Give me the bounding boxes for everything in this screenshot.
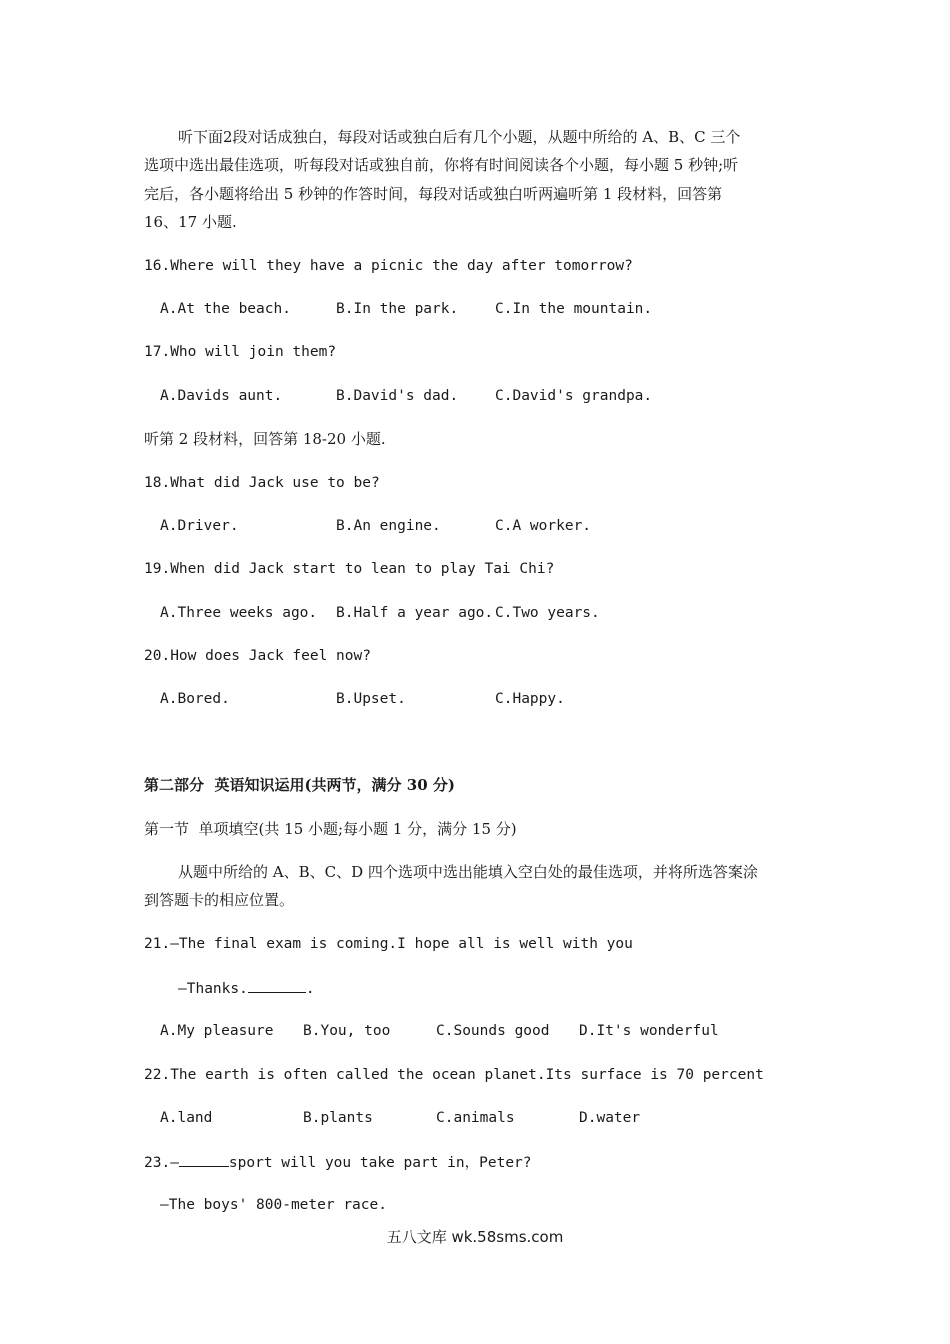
option-a: A.Davids aunt. xyxy=(160,388,283,404)
question-21-options xyxy=(160,1021,860,1041)
question-23-stem xyxy=(144,1152,532,1173)
option-b: B.In the park. xyxy=(336,301,459,317)
question-17-stem: 17.Who will join them? xyxy=(144,344,337,360)
question-18-options xyxy=(160,516,860,536)
option-a: A.Driver. xyxy=(160,518,239,534)
part-2-subheading: 第一节 单项填空(共 15 小题;每小题 1 分，满分 15 分) xyxy=(144,820,517,838)
option-a: A.Bored. xyxy=(160,691,230,707)
question-20-options xyxy=(160,689,860,709)
question-23-reply: —The boys' 800-meter race. xyxy=(160,1197,387,1213)
reply-prefix: —Thanks. xyxy=(178,981,248,997)
question-22-stem: 22.The earth is often called the ocean planet.Its surface is 70 percent xyxy=(144,1067,764,1083)
part-2-heading: 第二部分 英语知识运用(共两节，满分 30 分) xyxy=(144,776,455,794)
page-footer: 五八文库 wk.58sms.com xyxy=(386,1228,564,1246)
option-b: B.An engine. xyxy=(336,518,441,534)
option-c: C.Sounds good xyxy=(436,1023,550,1039)
option-b: B.Upset. xyxy=(336,691,406,707)
question-20-stem: 20.How does Jack feel now? xyxy=(144,648,371,664)
option-c: C.Two years. xyxy=(495,605,600,621)
reply-suffix: . xyxy=(305,981,315,997)
question-21-stem: 21.—The final exam is coming.I hope all is well with you xyxy=(144,936,633,952)
intro-line-3: 完后，各小题将给出 5 秒钟的作答时间，每段对话或独白听两遍听第 1 段材料，回答第 xyxy=(144,185,723,203)
option-c: C.A worker. xyxy=(495,518,592,534)
option-a: A.Three weeks ago. xyxy=(160,605,318,621)
option-b: B.You, too xyxy=(303,1023,391,1039)
question-18-stem: 18.What did Jack use to be? xyxy=(144,475,380,491)
question-19-options xyxy=(160,603,860,623)
part-2-instruction-line-1: 从题中所给的 A、B、C、D 四个选项中选出能填入空白处的最佳选项，并将所选答案涂 xyxy=(178,863,758,881)
question-16-options xyxy=(160,299,860,319)
question-21-reply xyxy=(178,978,315,999)
question-22-options xyxy=(160,1108,860,1128)
option-a: A.My pleasure xyxy=(160,1023,274,1039)
intro-line-2: 选项中选出最佳选项，听每段对话或独自前，你将有时间阅读各个小题，每小题 5 秒钟;听 xyxy=(144,156,739,174)
option-b: B.plants xyxy=(303,1110,373,1126)
option-d: D.water xyxy=(579,1110,641,1126)
question-19-stem: 19.When did Jack start to lean to play Tai Chi? xyxy=(144,561,555,577)
intro-line-1: 听下面2段对话成独白，每段对话或独白后有几个小题，从题中所给的 A、B、C 三个 xyxy=(178,128,741,146)
option-c: C.animals xyxy=(436,1110,515,1126)
part-2-instruction-line-2: 到答题卡的相应位置。 xyxy=(144,891,295,909)
option-b: B.David's dad. xyxy=(336,388,459,404)
stem-suffix: sport will you take part in，Peter? xyxy=(228,1155,532,1171)
question-16-stem: 16.Where will they have a picnic the day after tomorrow? xyxy=(144,258,633,274)
answer-blank xyxy=(248,978,306,993)
option-a: A.At the beach. xyxy=(160,301,291,317)
intro-line-4: 16、17 小题. xyxy=(144,213,237,231)
option-d: D.It's wonderful xyxy=(579,1023,719,1039)
option-c: C.Happy. xyxy=(495,691,565,707)
option-b: B.Half a year ago. xyxy=(336,605,494,621)
question-17-options xyxy=(160,386,860,406)
option-c: C.In the mountain. xyxy=(495,301,653,317)
stem-prefix: 23.— xyxy=(144,1155,179,1171)
section-2-intro: 听第 2 段材料，回答第 18-20 小题. xyxy=(144,430,386,448)
option-a: A.land xyxy=(160,1110,213,1126)
option-c: C.David's grandpa. xyxy=(495,388,653,404)
answer-blank xyxy=(179,1152,229,1167)
